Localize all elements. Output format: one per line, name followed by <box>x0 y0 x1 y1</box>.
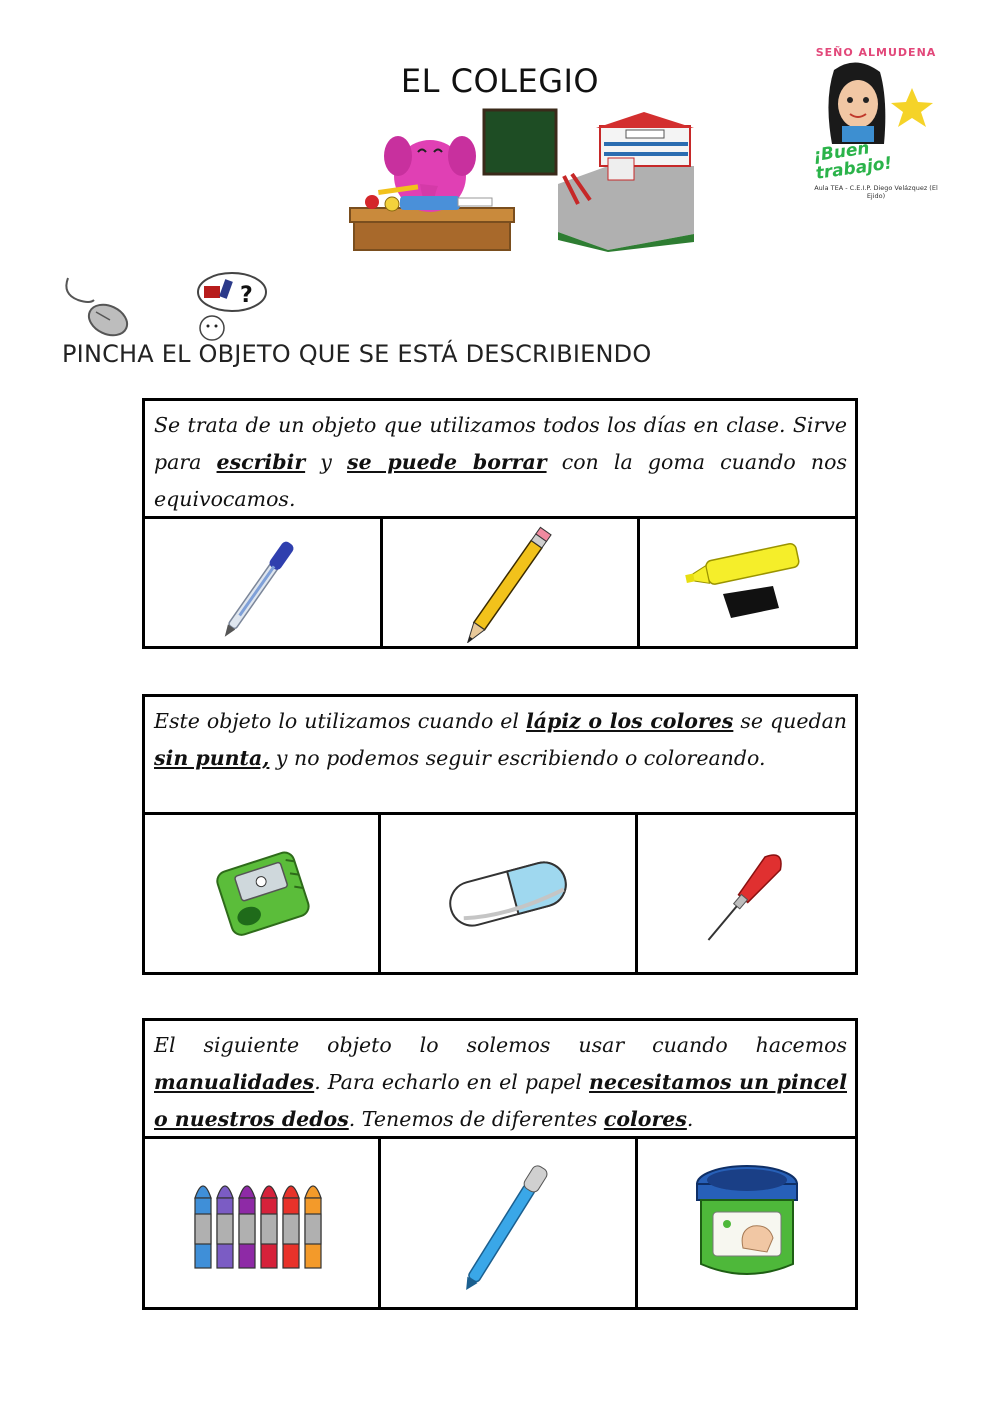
badge-main-text: ¡Buen trabajo! <box>811 138 894 184</box>
crayons-icon <box>187 1168 337 1278</box>
question-1 <box>142 398 858 649</box>
option-crayons[interactable] <box>145 1139 381 1307</box>
school-illustration <box>308 104 700 252</box>
good-job-badge <box>806 46 946 200</box>
question-2 <box>142 694 858 975</box>
question-3-options <box>145 1139 855 1307</box>
finger-paint-jar-icon <box>687 1158 807 1288</box>
chalkboard-icon <box>484 110 556 174</box>
question-2-text: Este objeto lo utilizamos cuando el lápiz o los colores se quedan sin punta, y no podemos seguir escribiendo o coloreando. <box>145 697 855 815</box>
badge-footer-text: Aula TEA - C.E.I.P. Diego Velázquez (El Ejido) <box>814 184 938 200</box>
question-3 <box>142 1018 858 1310</box>
keyword: colores <box>603 1107 687 1131</box>
keyword: lápiz o los colores <box>525 709 734 733</box>
option-pen[interactable] <box>145 519 383 646</box>
thinking-child-icon <box>198 273 266 340</box>
option-highlighter[interactable] <box>640 519 855 646</box>
school-building-icon <box>558 112 694 252</box>
eraser-icon <box>443 844 573 944</box>
option-eraser[interactable] <box>381 815 638 972</box>
keyword: sin punta, <box>154 746 270 770</box>
page-title: EL COLEGIO <box>400 62 600 100</box>
keyword: se puede borrar <box>347 450 547 474</box>
star-icon <box>891 88 933 127</box>
option-punch-awl[interactable] <box>638 815 855 972</box>
question-1-text: Se trata de un objeto que utilizamos todos los días en clase. Sirve para escribir y se puede borrar con la goma cuando nos equivocamos. <box>145 401 855 519</box>
mouse-icon <box>66 278 132 341</box>
question-3-text: El siguiente objeto lo solemos usar cuando hacemos manualidades. Para echarlo en el papel necesitamos un pincel o nuestros dedos. Tenemos de diferentes colores. <box>145 1021 855 1139</box>
instruction-icons <box>60 272 280 342</box>
keyword: escribir <box>216 450 306 474</box>
badge-top-text: SEÑO ALMUDENA <box>815 46 937 59</box>
instruction-text: PINCHA EL OBJETO QUE SE ESTÁ DESCRIBIENDO <box>62 340 652 368</box>
option-finger-paint-jar[interactable] <box>638 1139 855 1307</box>
pen-icon <box>203 523 323 643</box>
pencil-icon <box>445 523 575 643</box>
keyword: necesitamos un pincel o nuestros dedos <box>154 1070 847 1131</box>
option-marker[interactable] <box>381 1139 638 1307</box>
question-2-options <box>145 815 855 972</box>
question-1-options <box>145 519 855 646</box>
option-pencil[interactable] <box>383 519 640 646</box>
svg-text:?: ? <box>240 283 253 308</box>
punch-awl-icon <box>687 834 807 954</box>
highlighter-icon <box>683 538 813 628</box>
keyword: manualidades <box>154 1070 315 1094</box>
sharpener-icon <box>207 839 317 949</box>
marker-icon <box>443 1148 573 1298</box>
option-sharpener[interactable] <box>145 815 381 972</box>
